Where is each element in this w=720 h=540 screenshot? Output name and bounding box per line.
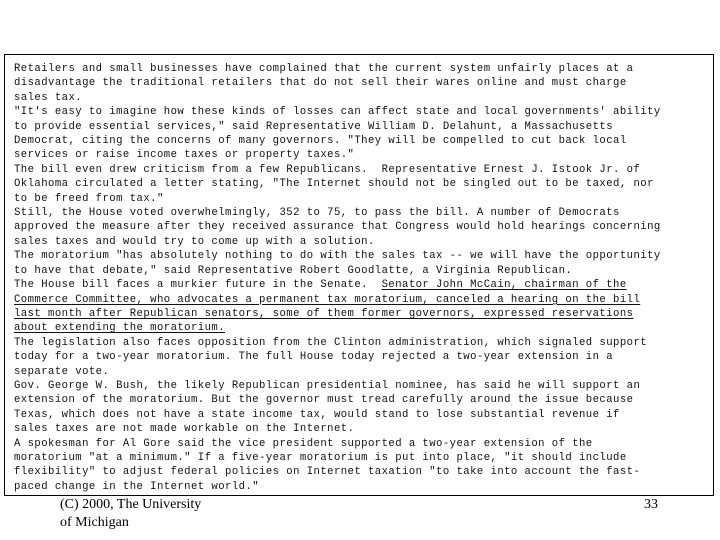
article-line: separate vote. <box>14 365 110 378</box>
article-line: sales taxes are not made workable on the Internet. <box>14 423 355 436</box>
article-line: "It's easy to imagine how these kinds of losses can affect state and local governments' ability <box>14 106 661 119</box>
article-text-box <box>4 54 714 496</box>
underlined-text: last month after Republican senators, some of them former governors, expressed reservations <box>14 307 634 320</box>
underlined-text: about extending the moratorium. <box>14 322 226 335</box>
copyright-footer <box>60 496 201 532</box>
article-line: sales tax. <box>14 91 83 104</box>
article-line: Retailers and small businesses have complained that the current system unfairly places at a <box>14 63 634 75</box>
article-line: A spokesman for Al Gore said the vice president supported a two-year extension of the <box>14 437 593 450</box>
article-line: Oklahoma circulated a letter stating, "The Internet should not be singled out to be taxed, nor <box>14 178 654 191</box>
article-line: services or raise income taxes or property taxes." <box>14 149 355 162</box>
article-line: to provide essential services," said Representative William D. Delahunt, a Massachusetts <box>14 120 614 133</box>
article-line: The bill even drew criticism from a few Republicans. Representative Ernest J. Istook Jr. of <box>14 163 641 176</box>
page-number: 33 <box>644 497 658 512</box>
article-line: to have that debate," said Representative Robert Goodlatte, a Virginia Republican. <box>14 264 573 277</box>
article-line: The moratorium "has absolutely nothing to do with the sales tax -- we will have the opportunity <box>14 250 661 263</box>
article-line: approved the measure after they received assurance that Congress would hold hearings concerning <box>14 221 661 234</box>
copyright-line: of Michigan <box>60 515 129 530</box>
article-line: sales taxes and would try to come up with a solution. <box>14 235 375 248</box>
article-line: Gov. George W. Bush, the likely Republican presidential nominee, has said he will support an <box>14 379 641 392</box>
article-line: paced change in the Internet world." <box>14 480 260 493</box>
article-line: The House bill faces a murkier future in the Senate. <box>14 279 382 292</box>
article-line: Still, the House voted overwhelmingly, 352 to 75, to pass the bill. A number of Democrats <box>14 207 620 220</box>
underlined-text: Commerce Committee, who advocates a permanent tax moratorium, canceled a hearing on the bill <box>14 293 641 306</box>
article-line: The legislation also faces opposition from the Clinton administration, which signaled support <box>14 336 648 349</box>
article-line: disadvantage the traditional retailers that do not sell their wares online and must charge <box>14 77 627 90</box>
article-line: Texas, which does not have a state income tax, would stand to lose substantial revenue if <box>14 408 620 421</box>
copyright-line: (C) 2000, The University <box>60 497 202 512</box>
article-line: flexibility" to adjust federal policies on Internet taxation "to take into account the fast- <box>14 466 641 479</box>
article-line: today for a two-year moratorium. The full House today rejected a two-year extension in a <box>14 351 614 364</box>
article-text <box>14 62 705 494</box>
article-line: extension of the moratorium. But the governor must tread carefully around the issue because <box>14 394 634 407</box>
article-line: moratorium "at a minimum." If a five-year moratorium is put into place, "it should include <box>14 451 627 464</box>
article-line: Democrat, citing the concerns of many governors. "They will be compelled to cut back local <box>14 135 627 148</box>
article-line: to be freed from tax." <box>14 192 164 205</box>
underlined-text: Senator John McCain, chairman of the <box>381 279 627 292</box>
